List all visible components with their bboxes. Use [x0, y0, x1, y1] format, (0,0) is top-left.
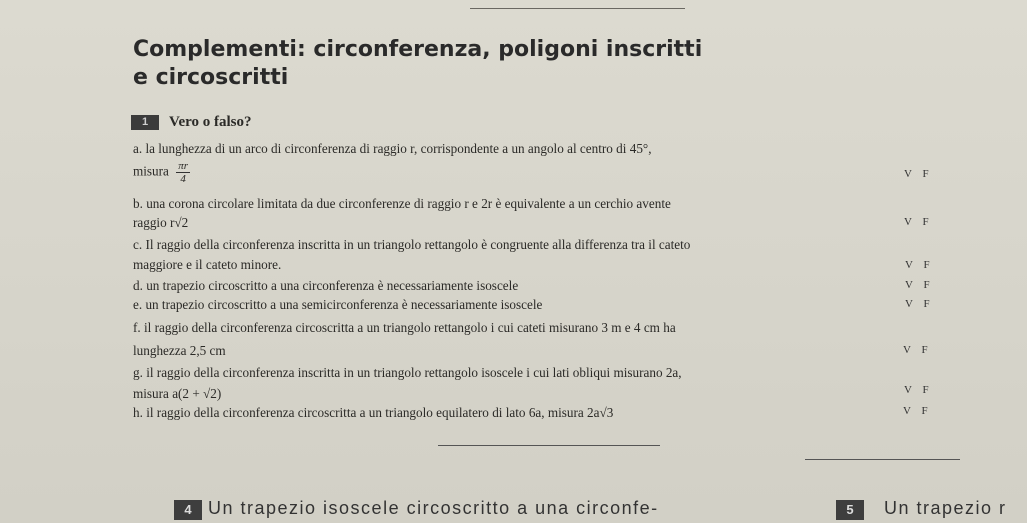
page-title — [133, 36, 833, 92]
title-line-1: Complementi: circonferenza, poligoni inscritti — [133, 37, 703, 62]
true-false-choice-e[interactable]: V F — [905, 298, 934, 310]
question-a-line1: a. la lunghezza di un arco di circonferenza di raggio r, corrispondente a un angolo al centro di 45°, — [133, 141, 652, 156]
section-title: Vero o falso? — [169, 113, 252, 130]
divider-center — [438, 445, 660, 446]
top-rule — [470, 8, 685, 9]
question-a-line2 — [133, 160, 190, 185]
true-false-choice-g[interactable]: V F — [904, 384, 933, 396]
question-a-prefix: misura — [133, 163, 169, 179]
true-false-choice-a[interactable]: V F — [904, 168, 933, 180]
question-f-line1: f. il raggio della circonferenza circoscritta a un triangolo rettangolo i cui cateti misurano 3 m e 4 cm ha — [133, 320, 676, 335]
question-d: d. un trapezio circoscritto a una circonferenza è necessariamente isoscele — [133, 278, 519, 293]
question-g-line2: misura a(2 + √2) — [133, 386, 222, 401]
exercise-header — [131, 113, 252, 131]
exercise-text-right: Un trapezio r — [884, 498, 1007, 518]
exercise-number-badge: 1 — [131, 115, 159, 130]
question-b-line1: b. una corona circolare limitata da due circonferenze di raggio r e 2r è equivalente a un cerchio avente — [133, 196, 671, 211]
question-g-line1: g. il raggio della circonferenza inscritta in un triangolo rettangolo isoscele i cui lati obliqui misurano 2a, — [133, 365, 682, 380]
divider-right — [805, 459, 960, 460]
exercise-number-badge-right: 5 — [836, 500, 864, 520]
true-false-choice-f[interactable]: V F — [903, 344, 932, 356]
question-c-line2: maggiore e il cateto minore. — [133, 257, 282, 272]
true-false-choice-h[interactable]: V F — [903, 405, 932, 417]
question-f-line2: lunghezza 2,5 cm — [133, 343, 226, 358]
true-false-choice-b[interactable]: V F — [904, 216, 933, 228]
question-h: h. il raggio della circonferenza circoscritta a un triangolo equilatero di lato 6a, misura 2a√3 — [133, 405, 614, 420]
true-false-choice-c[interactable]: V F — [905, 259, 934, 271]
exercise-text-left: Un trapezio isoscele circoscritto a una circonfe- — [208, 498, 659, 518]
fraction-denominator: 4 — [180, 173, 186, 185]
question-b-line2: raggio r√2 — [133, 215, 189, 230]
question-e: e. un trapezio circoscritto a una semicirconferenza è necessariamente isoscele — [133, 297, 543, 312]
fraction-numerator: πr — [178, 160, 188, 172]
exercise-number-badge-left: 4 — [174, 500, 202, 520]
fraction — [176, 160, 190, 185]
true-false-choice-d[interactable]: V F — [905, 279, 934, 291]
question-c-line1: c. Il raggio della circonferenza inscritta in un triangolo rettangolo è congruente alla differenza tra il cateto — [133, 237, 691, 252]
title-line-2: e circoscritti — [133, 65, 289, 90]
